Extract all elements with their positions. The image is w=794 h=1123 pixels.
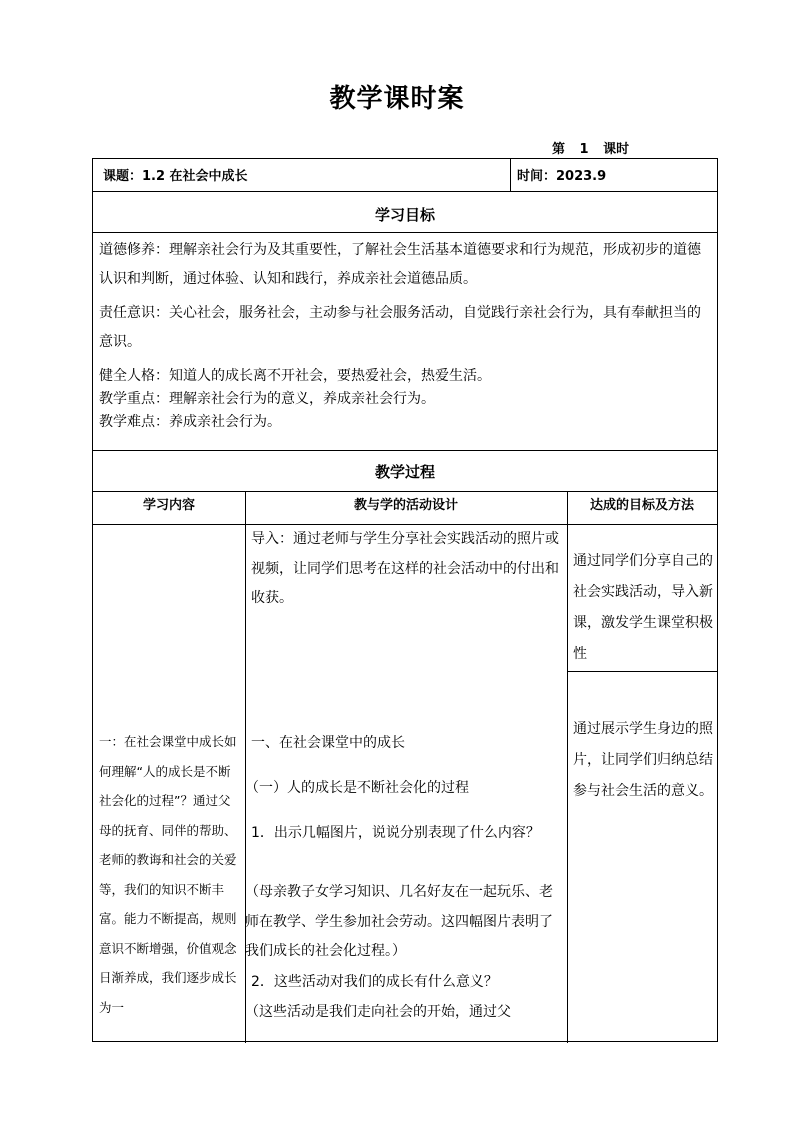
activity-question-1: 1．出示几幅图片，说说分别表现了什么内容？ bbox=[251, 825, 540, 841]
divider bbox=[93, 491, 717, 492]
activity-section: 一、在社会课堂中的成长 bbox=[251, 735, 405, 751]
period-prefix: 第 bbox=[552, 142, 566, 157]
goal-item: 健全人格：知道人的成长离不开社会，要热爱社会，热爱生活。 bbox=[99, 368, 491, 384]
activity-answer-2: （这些活动是我们走向社会的开始，通过父 bbox=[245, 1004, 511, 1020]
document-title: 教学课时案 bbox=[329, 84, 465, 114]
activity-answer-1: （母亲教子女学习知识、几名好友在一起玩乐、老师在教学、学生参加社会劳动。这四幅图片表明了我们成长的社会化过程。） bbox=[245, 884, 553, 959]
divider bbox=[93, 232, 717, 233]
activity-question-2: 2．这些活动对我们的成长有什么意义？ bbox=[251, 974, 498, 990]
period-suffix: 课时 bbox=[603, 142, 630, 157]
time-cell: 时间：2023.9 bbox=[517, 169, 607, 184]
divider bbox=[567, 671, 717, 672]
activity-subsection: （一）人的成长是不断社会化的过程 bbox=[245, 780, 469, 796]
process-heading: 教学过程 bbox=[374, 463, 435, 481]
divider bbox=[93, 191, 717, 192]
difficult-point: 教学难点：养成亲社会行为。 bbox=[99, 414, 281, 430]
lesson-plan-table bbox=[92, 158, 718, 1042]
goals-heading: 学习目标 bbox=[374, 206, 435, 224]
lesson-period bbox=[552, 138, 629, 157]
period-number: 1 bbox=[579, 142, 589, 157]
column-header-activity: 教与学的活动设计 bbox=[353, 498, 458, 513]
goal-item: 责任意识：关心社会，服务社会，主动参与社会服务活动，自觉践行亲社会行为，具有奉献担当的意识。 bbox=[99, 305, 701, 350]
key-point: 教学重点：理解亲社会行为的意义，养成亲社会行为。 bbox=[99, 391, 435, 407]
divider bbox=[567, 491, 568, 1043]
method-goal-2: 通过展示学生身边的照片，让同学们归纳总结参与社会生活的意义。 bbox=[573, 721, 713, 799]
learning-content: 一：在社会课堂中成长如何理解“人的成长是不断社会化的过程”？通过父母的抚育、同伴的帮助、老师的教诲和社会的关爱等，我们的知识不断丰富。能力不断提高，规则意识不断增强，价值观念日渐养成，我们逐步成长为一 bbox=[99, 734, 237, 1015]
column-header-content: 学习内容 bbox=[142, 498, 195, 513]
divider bbox=[93, 450, 717, 451]
column-header-goals: 达成的目标及方法 bbox=[589, 498, 694, 513]
divider bbox=[510, 159, 511, 191]
topic-cell: 课题：1.2 在社会中成长 bbox=[103, 169, 248, 184]
method-goal-1: 通过同学们分享自己的社会实践活动，导入新课，激发学生课堂积极性 bbox=[573, 553, 713, 662]
goal-item: 道德修养：理解亲社会行为及其重要性，了解社会生活基本道德要求和行为规范，形成初步的道德认识和判断，通过体验、认知和践行，养成亲社会道德品质。 bbox=[99, 242, 701, 287]
activity-intro: 导入：通过老师与学生分享社会实践活动的照片或视频，让同学们思考在这样的社会活动中的付出和收获。 bbox=[251, 531, 559, 606]
